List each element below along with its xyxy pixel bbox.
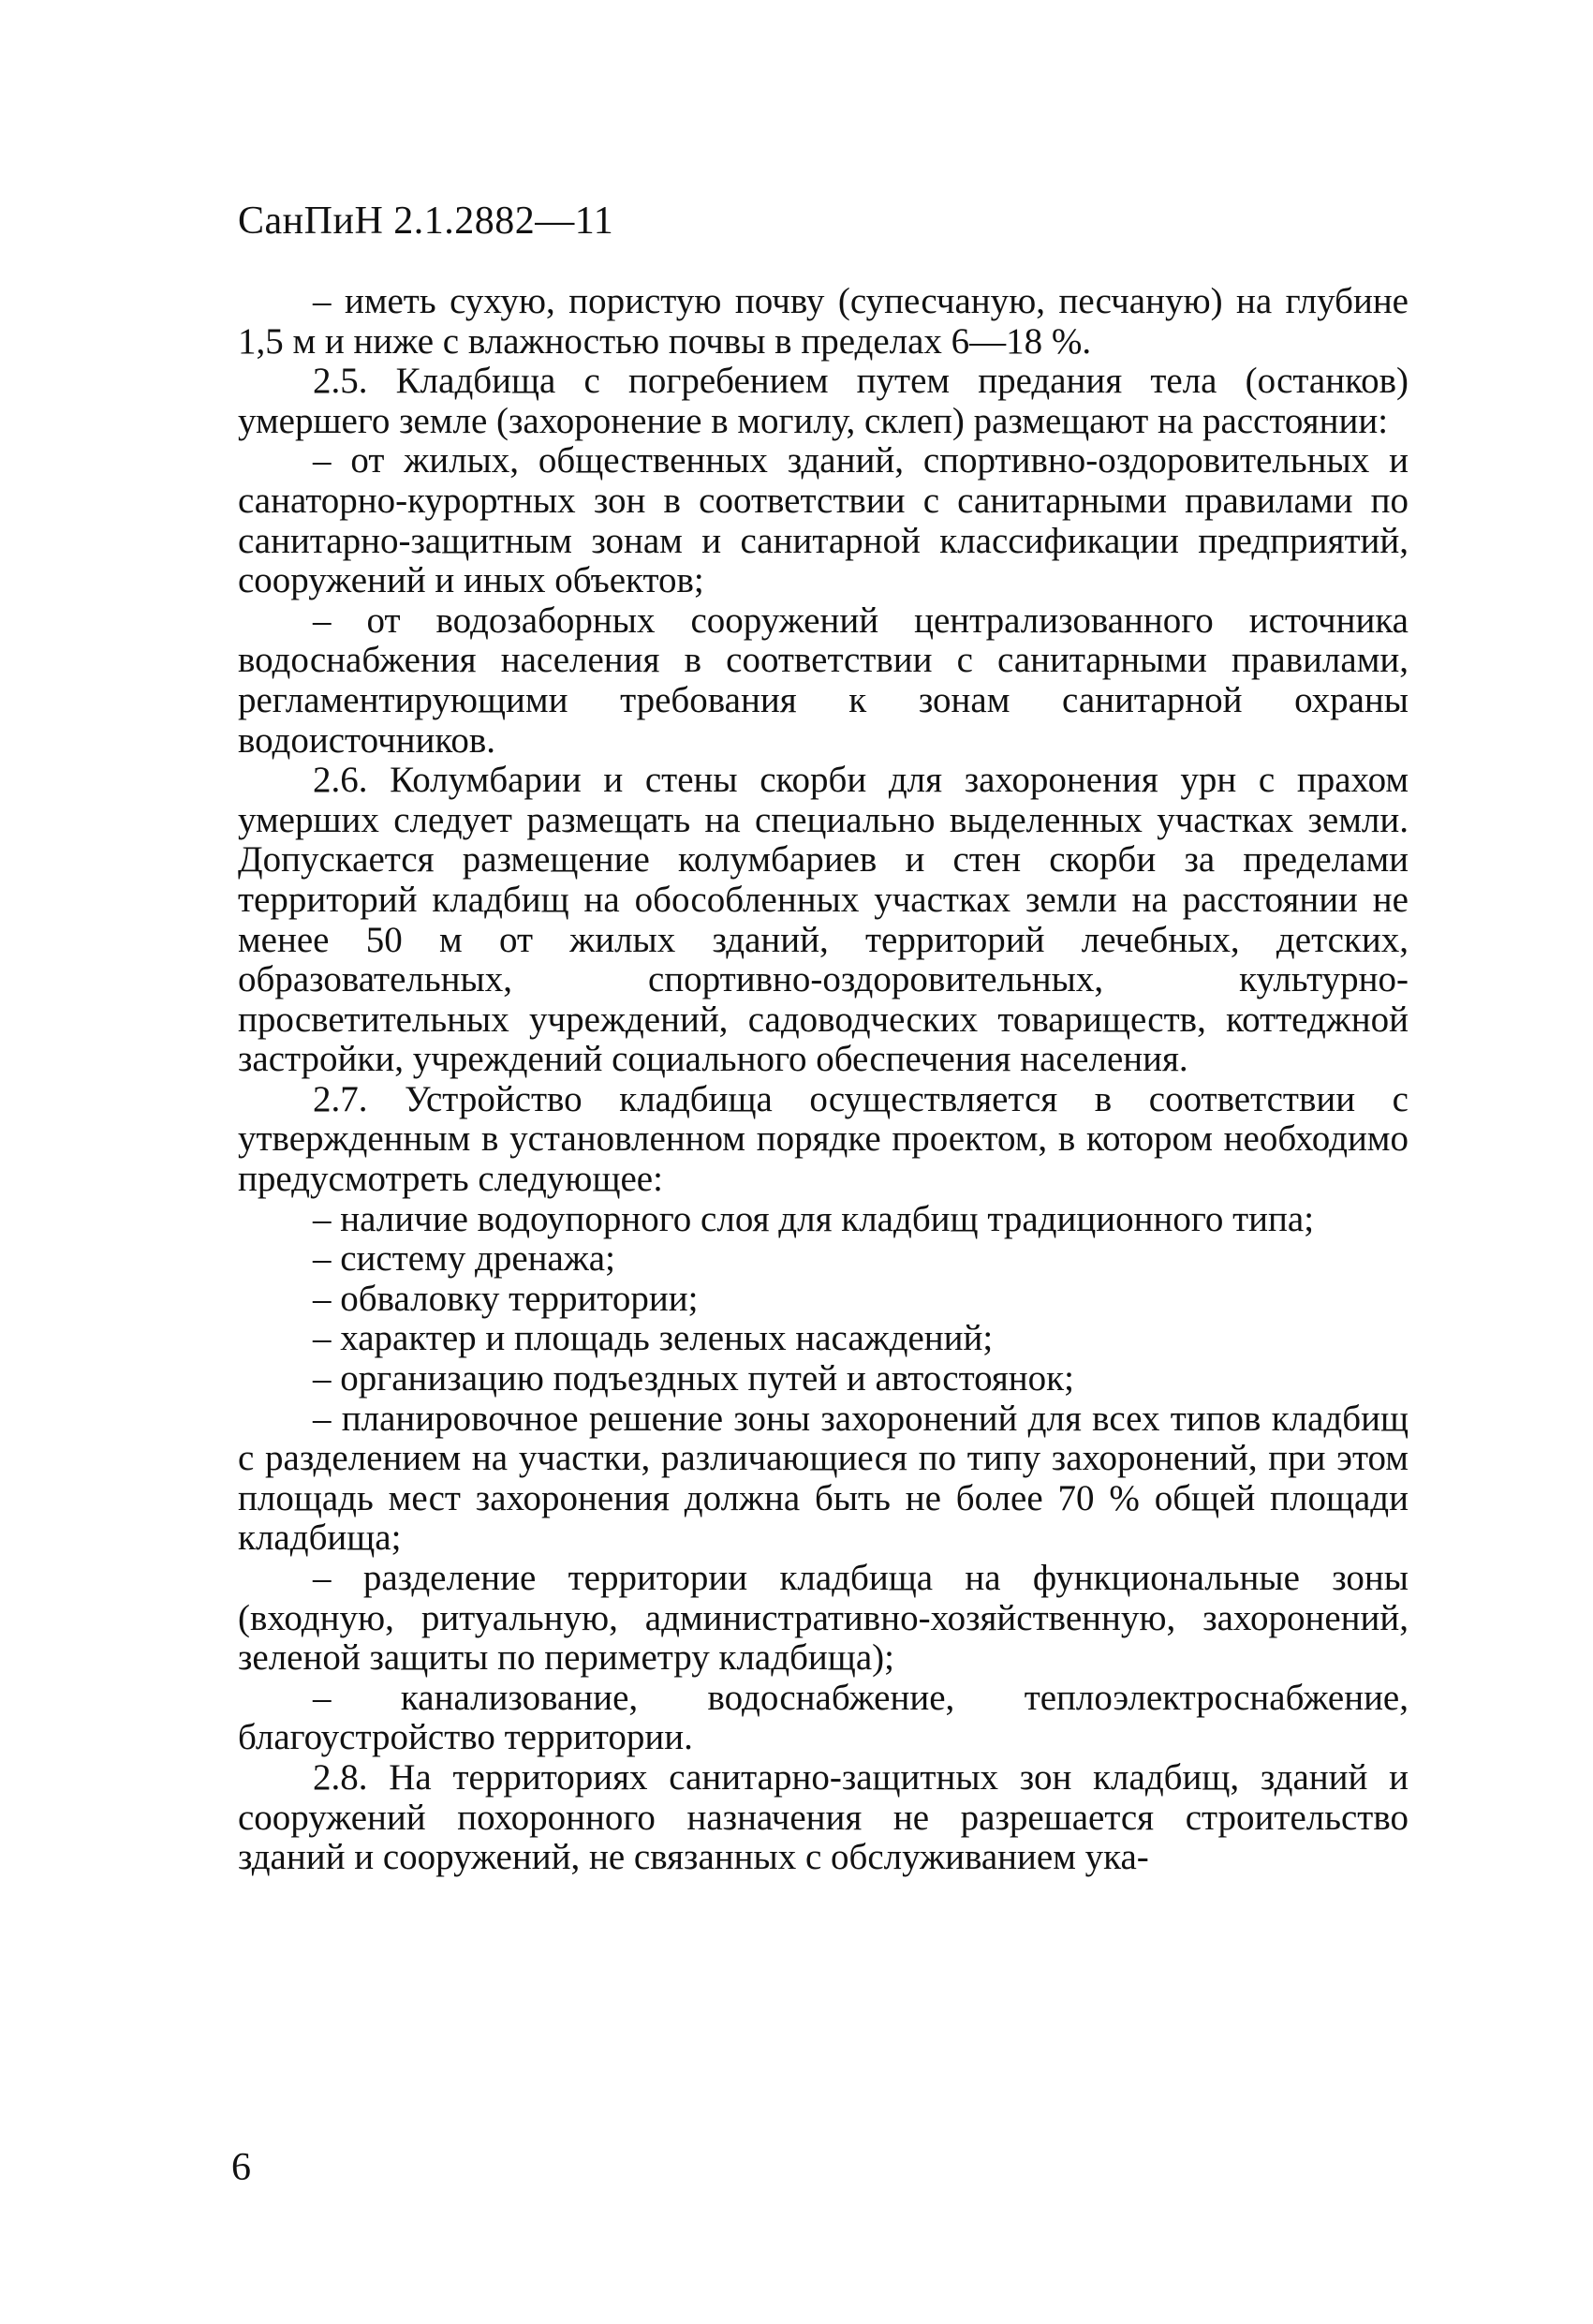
list-item-drainage: – систему дренажа; bbox=[313, 1238, 615, 1280]
paragraph-2-5-residential: – от жилых, общественных зданий, спортивно-оздоровительных и санаторно-курортных зон в соответствии с санитарными правилами по санитарно-защитным зонам и санитарной классификации предприятий, сооружений и иных объектов; bbox=[238, 440, 1409, 601]
list-item-embankment: – обваловку территории; bbox=[313, 1278, 699, 1319]
list-item-waterproof-layer: – наличие водоупорного слоя для кладбищ традиционного типа; bbox=[313, 1198, 1315, 1239]
paragraph-2-5-water-intake: – от водозаборных сооружений централизованного источника водоснабжения населения в соответствии с санитарными правилами, регламентирующими требования к зонам санитарной охраны водоисточников. bbox=[238, 600, 1409, 761]
paragraph-2-5: 2.5. Кладбища с погребением путем предания тела (останков) умершего земле (захоронение в могилу, склеп) размещают на расстоянии: bbox=[238, 361, 1409, 441]
paragraph-soil-requirement: – иметь сухую, пористую почву (супесчаную, песчаную) на глубине 1,5 м и ниже с влажностью почвы в пределах 6—18 %. bbox=[238, 281, 1409, 362]
document-page bbox=[238, 201, 1409, 1878]
list-item-planning: – планировочное решение зоны захоронений для всех типов кладбищ с разделением на участки, различающиеся по типу захоронений, при этом площадь мест захоронения должна быть не более 70 % общей площади кладбища; bbox=[238, 1398, 1409, 1559]
document-code-header: СанПиН 2.1.2882—11 bbox=[238, 200, 614, 243]
paragraph-2-8: 2.8. На территориях санитарно-защитных зон кладбищ, зданий и сооружений похоронного назначения не разрешается строительство зданий и сооружений, не связанных с обслуживанием ука- bbox=[238, 1756, 1409, 1878]
list-item-access-roads: – организацию подъездных путей и автостоянок; bbox=[313, 1358, 1074, 1399]
paragraph-2-7: 2.7. Устройство кладбища осуществляется в соответствии с утвержденным в установленном порядке проектом, в котором необходимо предусмотреть следующее: bbox=[238, 1078, 1409, 1200]
list-item-utilities: – канализование, водоснабжение, теплоэлектроснабжение, благоустройство территории. bbox=[238, 1677, 1409, 1758]
paragraph-2-6: 2.6. Колумбарии и стены скорби для захоронения урн с прахом умерших следует размещать на специально выделенных участках земли. Допускается размещение колумбариев и стен скорби за пределами территорий кладбищ на обособленных участках земли на расстоянии не менее 50 м от жилых зданий, территорий лечебных, детских, образовательных, спортивно-оздоровительных, культурно-просветительных учреждений, садоводческих товариществ, коттеджной застройки, учреждений социального обеспечения населения. bbox=[238, 760, 1409, 1080]
document-body bbox=[238, 282, 1409, 1878]
page-number: 6 bbox=[231, 2146, 251, 2189]
list-item-zoning: – разделение территории кладбища на функциональные зоны (входную, ритуальную, административно-хозяйственную, захоронений, зеленой защиты по периметру кладбища); bbox=[238, 1558, 1409, 1679]
list-item-green-areas: – характер и площадь зеленых насаждений; bbox=[313, 1318, 994, 1359]
